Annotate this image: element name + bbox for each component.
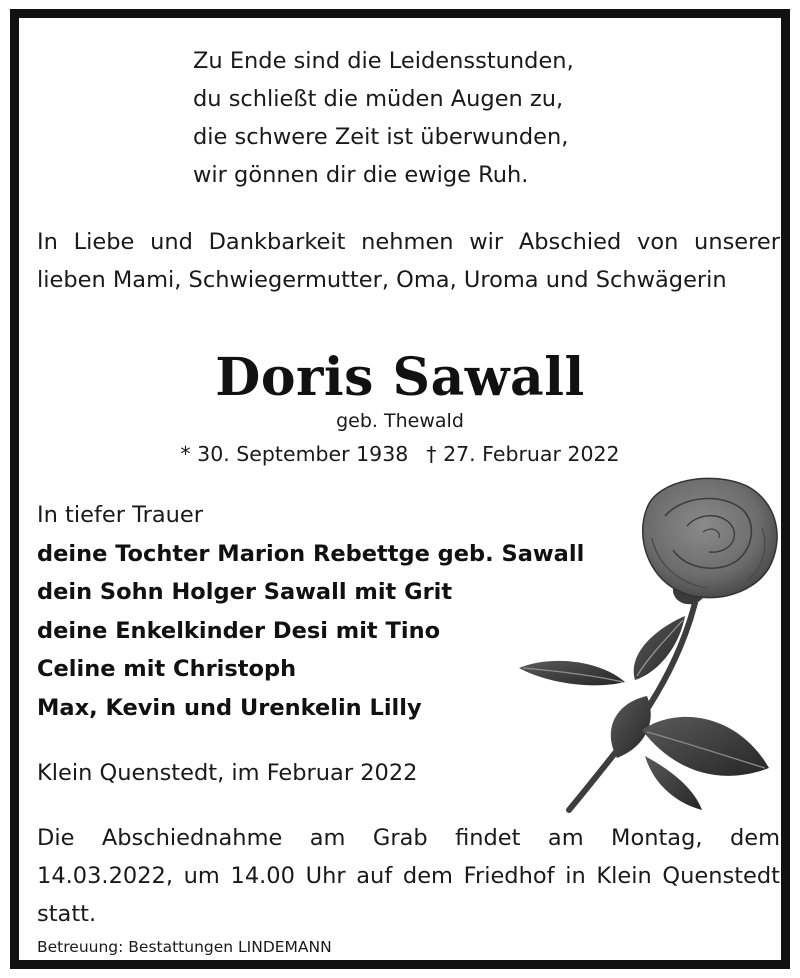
mourner-line: deine Tochter Marion Rebettge geb. Sawall — [37, 540, 585, 567]
poem-line: die schwere Zeit ist überwunden, — [193, 124, 569, 150]
rose-leaf — [611, 696, 651, 758]
obituary-card — [10, 9, 790, 969]
farewell-intro-text: In Liebe und Dankbarkeit nehmen wir Abschied von unserer lieben Mami, Schwiegermutter, Oma, Uroma und Schwägerin — [37, 229, 780, 293]
mourner-line: dein Sohn Holger Sawall mit Grit — [37, 579, 453, 605]
deceased-name: Doris Sawall — [215, 347, 585, 408]
poem-line: du schließt die müden Augen zu, — [193, 86, 564, 112]
rose-illustration — [507, 468, 783, 823]
birth-name: geb. Thewald — [336, 410, 464, 432]
memorial-poem — [193, 42, 574, 194]
mourners-heading: In tiefer Trauer — [37, 502, 203, 528]
death-date: † 27. Februar 2022 — [426, 442, 620, 466]
rose-bloom — [643, 478, 777, 597]
birth-date: * 30. September 1938 — [180, 442, 409, 466]
mourner-line: deine Enkelkinder Desi mit Tino — [37, 617, 441, 644]
mourner-line: Celine mit Christoph — [37, 656, 297, 682]
poem-line: wir gönnen dir die ewige Ruh. — [193, 162, 529, 188]
mourner-line: Max, Kevin und Urenkelin Lilly — [37, 694, 422, 721]
place-date: Klein Quenstedt, im Februar 2022 — [37, 760, 418, 786]
poem-line: Zu Ende sind die Leidensstunden, — [193, 48, 574, 74]
farewell-notice: Die Abschiednahme am Grab findet am Montag, dem 14.03.2022, um 14.00 Uhr auf dem Friedhof in Klein Quenstedt statt. — [37, 825, 780, 927]
funeral-home-credit: Betreuung: Bestattungen LINDEMANN — [37, 938, 332, 956]
life-dates — [19, 439, 781, 469]
mourners-list — [37, 496, 584, 727]
